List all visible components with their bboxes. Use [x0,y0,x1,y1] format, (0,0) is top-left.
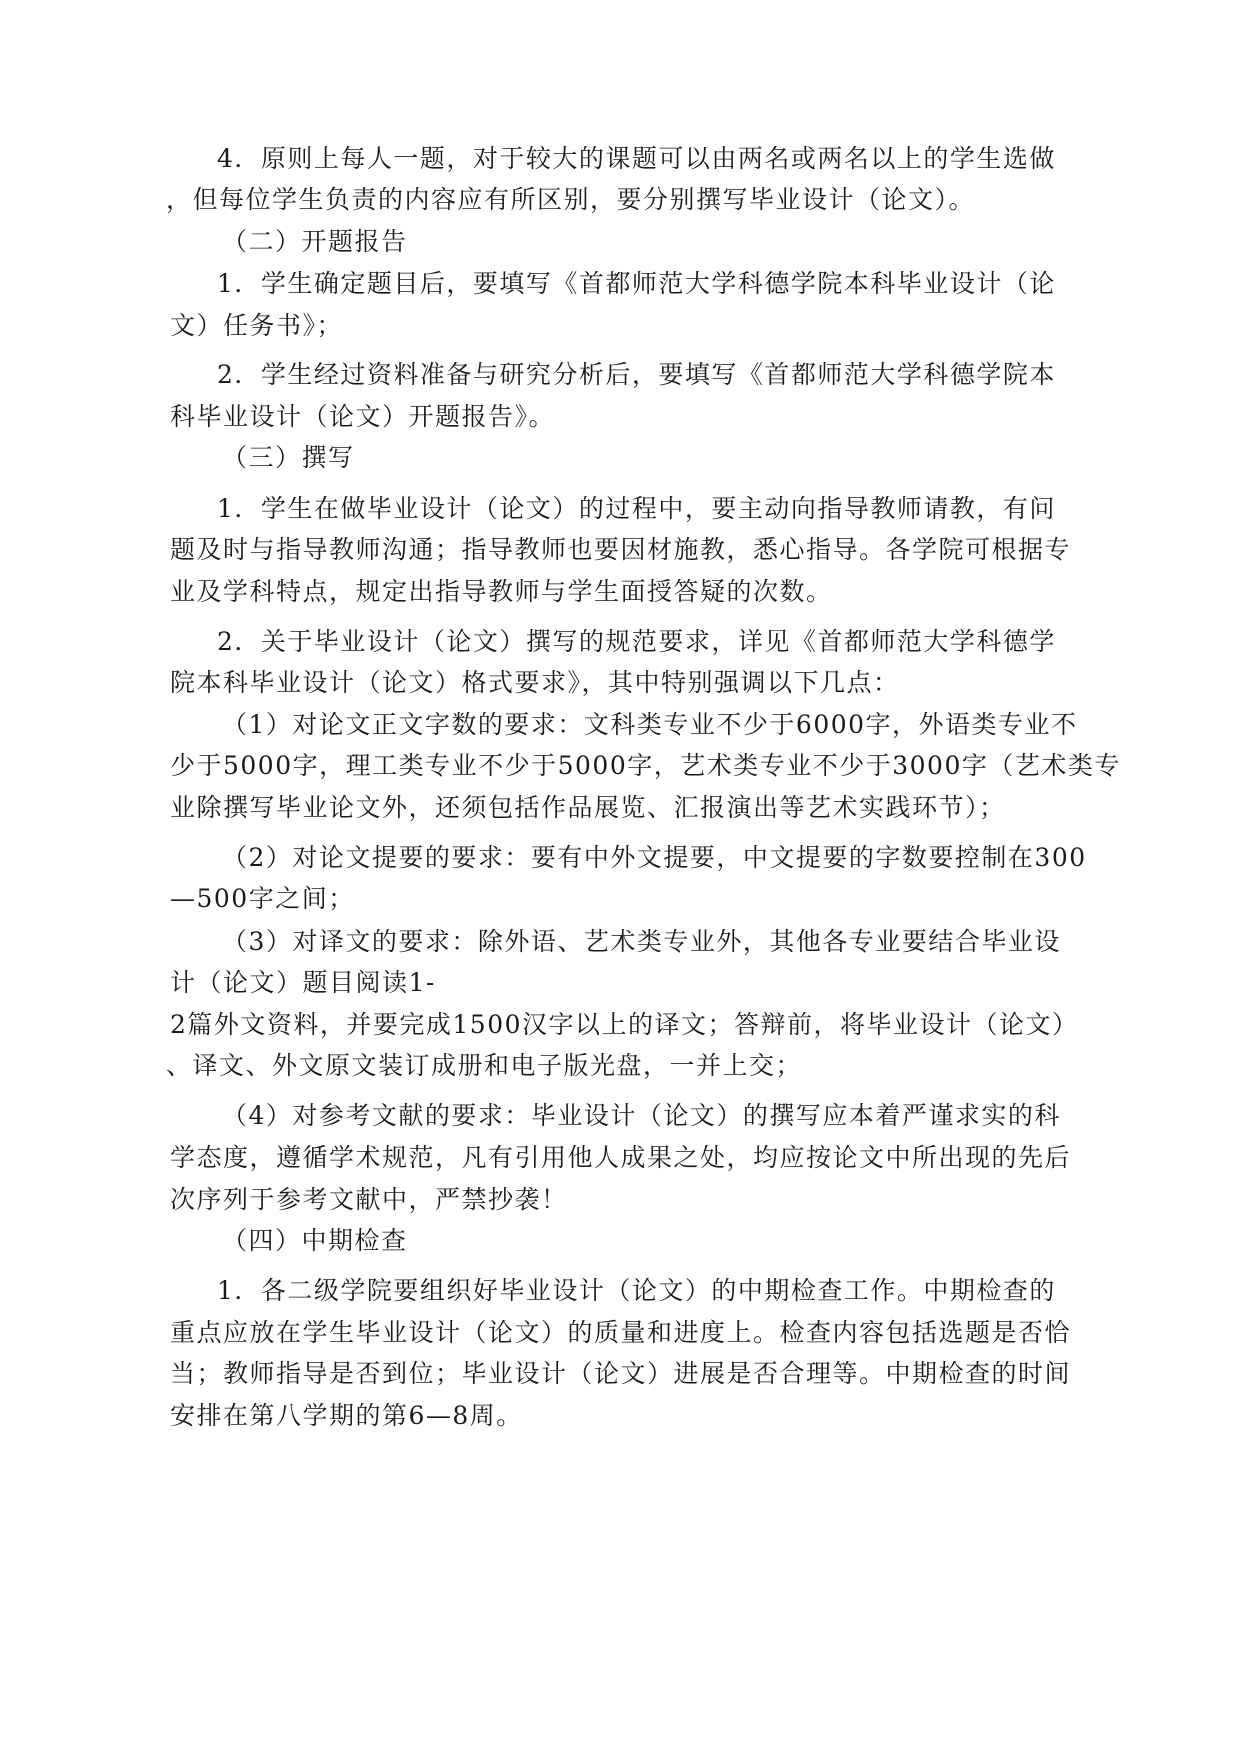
text-line: 科毕业设计（论文）开题报告》。 [170,402,556,431]
text-line: 2．学生经过资料准备与研究分析后，要填写《首都师范大学科德学院本 [217,360,1056,389]
text-line: 学态度，遵循学术规范，凡有引用他人成果之处，均应按论文中所出现的先后 [170,1143,1072,1172]
text-line: 业及学科特点，规定出指导教师与学生面授答疑的次数。 [170,577,833,606]
text-line: 1．学生在做毕业设计（论文）的过程中，要主动向指导教师请教，有问 [217,494,1056,523]
text-line: 2．关于毕业设计（论文）撰写的规范要求，详见《首都师范大学科德学 [217,627,1056,656]
text-line: 次序列于参考文献中，严禁抄袭！ [170,1185,568,1214]
section-heading: （四）中期检查 [222,1226,408,1255]
text-line: 2篇外文资料，并要完成1500汉字以上的译文；答辩前，将毕业设计（论文） [170,1010,1079,1039]
text-line: 少于5000字，理工类专业不少于5000字，艺术类专业不少于3000字（艺术类专 [170,751,1121,780]
text-line: 安排在第八学期的第6—8周。 [170,1401,523,1430]
text-line: （4）对参考文献的要求：毕业设计（论文）的撰写应本着严谨求实的科 [222,1101,1061,1130]
text-line: 重点应放在学生毕业设计（论文）的质量和进度上。检查内容包括选题是否恰 [170,1318,1072,1347]
text-line: 4．原则上每人一题，对于较大的课题可以由两名或两名以上的学生选做 [217,144,1056,173]
text-line: 业除撰写毕业论文外，还须包括作品展览、汇报演出等艺术实践环节）； [170,793,1006,822]
text-line: 题及时与指导教师沟通；指导教师也要因材施教，悉心指导。各学院可根据专 [170,535,1072,564]
text-line: ，但每位学生负责的内容应有所区别，要分别撰写毕业设计（论文）。 [166,185,976,214]
text-line: （3）对译文的要求：除外语、艺术类专业外，其他各专业要结合毕业设 [222,927,1061,956]
text-line: 计（论文）题目阅读1- [170,968,436,997]
text-line: 文）任务书》； [170,311,344,340]
text-line: 1．各二级学院要组织好毕业设计（论文）的中期检查工作。中期检查的 [217,1276,1056,1305]
text-line: （1）对论文正文字数的要求：文科类专业不少于6000字，外语类专业不 [222,710,1078,739]
text-line: （2）对论文提要的要求：要有中外文提要，中文提要的字数要控制在300 [222,843,1087,872]
section-heading: （二）开题报告 [222,227,408,256]
text-line: 院本科毕业设计（论文）格式要求》，其中特别强调以下几点： [170,668,900,697]
text-line: 1．学生确定题目后，要填写《首都师范大学科德学院本科毕业设计（论 [217,269,1056,298]
text-line: 、译文、外文原文装订成册和电子版光盘，一并上交； [166,1051,803,1080]
text-line: —500字之间； [170,884,355,913]
section-heading: （三）撰写 [222,443,355,472]
text-line: 当；教师指导是否到位；毕业设计（论文）进展是否合理等。中期检查的时间 [170,1359,1072,1388]
